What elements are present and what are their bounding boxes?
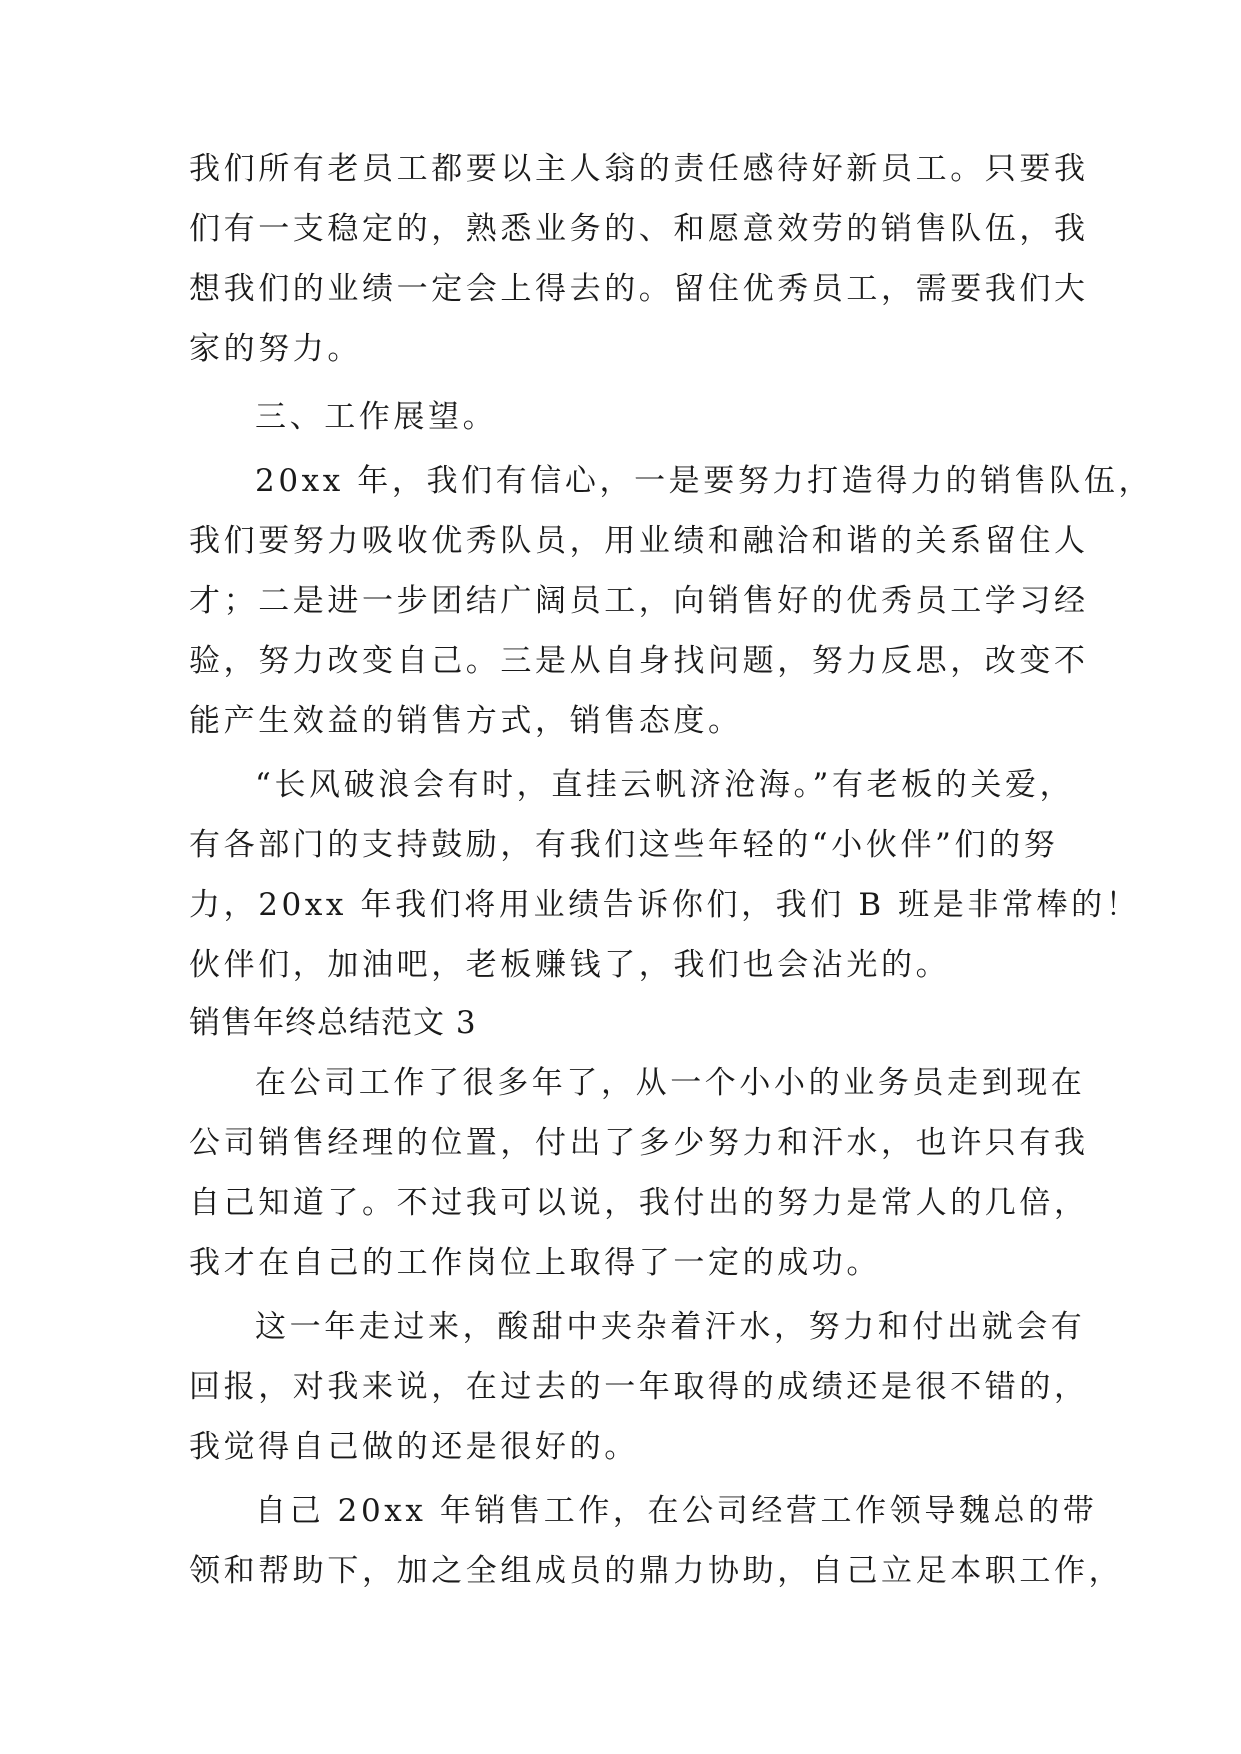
paragraph-line: “长风破浪会有时，直挂云帆济沧海。”有老板的关爱， [255,767,1075,803]
paragraph-line: 验，努力改变自己。三是从自身找问题，努力反思，改变不 [189,643,1089,679]
paragraph-line: 我们所有老员工都要以主人翁的责任感待好新员工。只要我 [189,151,1089,187]
paragraph-line: 自己知道了。不过我可以说，我付出的努力是常人的几倍， [189,1185,1089,1221]
paragraph-line: 20xx 年，我们有信心，一是要努力打造得力的销售队伍， [255,463,1154,499]
section-heading: 三、工作展望。 [255,399,498,435]
paragraph-line: 公司销售经理的位置，付出了多少努力和汗水，也许只有我 [189,1125,1089,1161]
paragraph-line: 才；二是进一步团结广阔员工，向销售好的优秀员工学习经 [189,583,1089,619]
document-title: 销售年终总结范文 3 [189,1005,477,1041]
paragraph-line: 在公司工作了很多年了，从一个小小的业务员走到现在 [255,1065,1086,1101]
paragraph-line: 我们要努力吸收优秀队员，用业绩和融洽和谐的关系留住人 [189,523,1089,559]
paragraph-line: 有各部门的支持鼓励，有我们这些年轻的“小伙伴”们的努 [189,827,1059,863]
paragraph-line: 力，20xx 年我们将用业绩告诉你们，我们 B 班是非常棒的！ [189,887,1141,923]
paragraph-line: 我觉得自己做的还是很好的。 [189,1429,639,1465]
paragraph-line: 伙伴们，加油吧，老板赚钱了，我们也会沾光的。 [189,947,951,983]
paragraph-line: 我才在自己的工作岗位上取得了一定的成功。 [189,1245,881,1281]
paragraph-line: 领和帮助下，加之全组成员的鼎力协助，自己立足本职工作， [189,1553,1124,1589]
paragraph-line: 自己 20xx 年销售工作，在公司经营工作领导魏总的带 [255,1493,1098,1529]
paragraph-line: 这一年走过来，酸甜中夹杂着汗水，努力和付出就会有 [255,1309,1086,1345]
paragraph-line: 回报，对我来说，在过去的一年取得的成绩还是很不错的， [189,1369,1089,1405]
paragraph-line: 想我们的业绩一定会上得去的。留住优秀员工，需要我们大 [189,271,1089,307]
paragraph-line: 们有一支稳定的，熟悉业务的、和愿意效劳的销售队伍，我 [189,211,1089,247]
paragraph-line: 能产生效益的销售方式，销售态度。 [189,703,743,739]
paragraph-line: 家的努力。 [189,331,362,367]
